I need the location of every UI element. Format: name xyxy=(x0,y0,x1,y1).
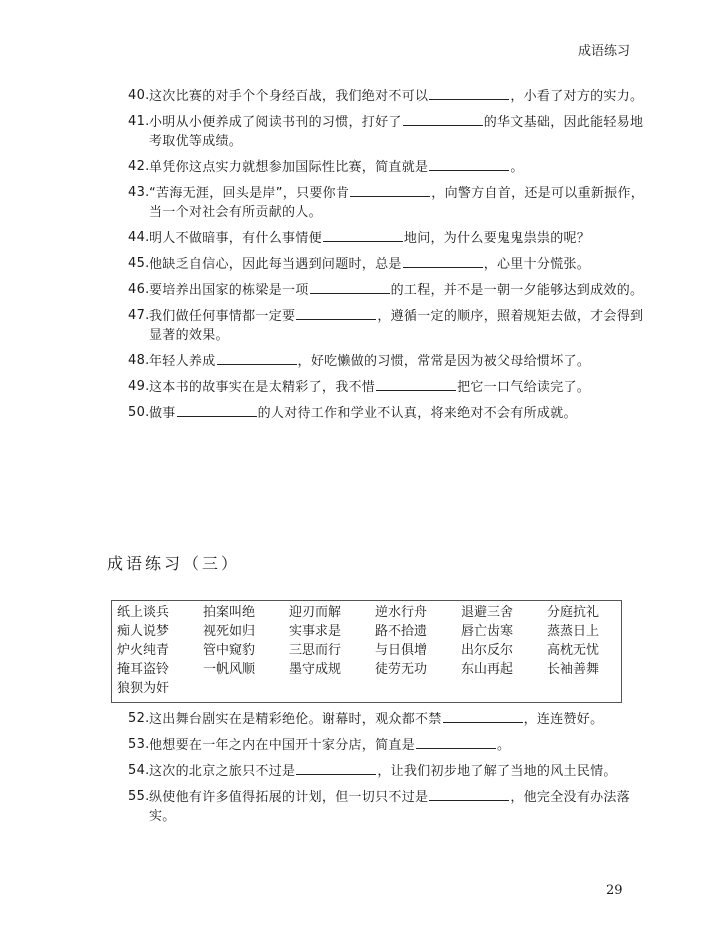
question-text-after: ，连连赞好。 xyxy=(523,712,604,727)
question-item xyxy=(128,709,648,729)
question-text-after: ，小看了对方的实力。 xyxy=(510,89,644,104)
question-item xyxy=(128,228,648,248)
idiom-item: 唇亡齿寒 xyxy=(461,624,514,639)
question-text-before: 做事 xyxy=(149,406,176,421)
question-text-before: 他缺乏自信心，因此每当遇到问题时，总是 xyxy=(149,257,402,272)
idiom-item: 蒸蒸日上 xyxy=(547,624,600,639)
question-text-before: 单凭你这点实力就想参加国际性比赛，简直就是 xyxy=(149,160,429,175)
question-item xyxy=(128,306,648,345)
idiom-item: 视死如归 xyxy=(203,624,256,639)
answer-blank xyxy=(177,403,257,417)
question-text-before: 小明从小便养成了阅读书刊的习惯，打好了 xyxy=(149,115,402,130)
answer-blank xyxy=(217,351,297,365)
idiom-item: 墨守成规 xyxy=(289,662,342,677)
idiom-item: 逆水行舟 xyxy=(375,605,428,620)
idiom-item: 出尔反尔 xyxy=(461,643,514,658)
question-text-before: 纵使他有许多值得拓展的计划，但一切只不过是 xyxy=(149,790,429,805)
idiom-item: 路不拾遗 xyxy=(375,624,428,639)
question-item xyxy=(128,787,648,826)
question-number: 49. xyxy=(128,379,150,394)
question-text-before: 他想要在一年之内在中国开十家分店，简直是 xyxy=(149,738,416,753)
question-item xyxy=(128,377,648,397)
question-item xyxy=(128,183,648,222)
question-text-after: 的华文基础，因此能轻易地考取优等成绩。 xyxy=(149,115,644,149)
question-number: 40. xyxy=(128,88,150,103)
idiom-item: 炉火纯青 xyxy=(117,643,170,658)
question-number: 45. xyxy=(128,256,150,271)
answer-blank xyxy=(376,377,456,391)
answer-blank xyxy=(323,228,403,242)
section-title: 成语练习（三） xyxy=(107,554,241,573)
question-item xyxy=(128,254,648,274)
answer-blank xyxy=(403,112,483,126)
question-number: 48. xyxy=(128,353,150,368)
idiom-item: 实事求是 xyxy=(289,624,342,639)
idiom-item: 迎刃而解 xyxy=(289,605,342,620)
question-number: 55. xyxy=(128,789,150,804)
idiom-item: 痴人说梦 xyxy=(117,624,170,639)
question-number: 42. xyxy=(128,159,150,174)
question-number: 41. xyxy=(128,114,150,129)
answer-blank xyxy=(429,86,509,100)
question-text-before: 明人不做暗事，有什么事情便 xyxy=(149,231,322,246)
question-text-before: 我们做任何事情都一定要 xyxy=(149,309,296,324)
answer-blank xyxy=(296,761,376,775)
idiom-item: 一帆风顺 xyxy=(203,662,256,677)
question-text-after: ，让我们初步地了解了当地的风土民情。 xyxy=(377,764,617,779)
question-text-before: 年轻人养成 xyxy=(149,354,216,369)
question-text-before: 要培养出国家的栋梁是一项 xyxy=(149,283,309,298)
question-text-after: ，向警方自首，还是可以重新振作，当一个对社会有所贡献的人。 xyxy=(149,186,645,220)
question-text-before: 这次比赛的对手个个身经百战，我们绝对不可以 xyxy=(149,89,429,104)
question-list-bottom xyxy=(128,709,648,832)
question-number: 43. xyxy=(128,185,150,200)
idiom-item: 管中窥豹 xyxy=(203,643,256,658)
idiom-grid xyxy=(117,603,633,698)
page-header-title: 成语练习 xyxy=(577,44,630,59)
question-number: 46. xyxy=(128,282,150,297)
question-text-after: 的人对待工作和学业不认真，将来绝对不会有所成就。 xyxy=(257,406,577,421)
question-item xyxy=(128,280,648,300)
question-number: 44. xyxy=(128,230,150,245)
question-text-after: ，心里十分慌张。 xyxy=(483,257,591,272)
question-text-after: 的工程，并不是一朝一夕能够达到成效的。 xyxy=(390,283,644,298)
question-item xyxy=(128,735,648,755)
question-text-before: “苦海无涯，回头是岸”，只要你肯 xyxy=(149,186,350,201)
question-list-top xyxy=(128,86,648,429)
idiom-item: 分庭抗礼 xyxy=(547,605,600,620)
page-number: 29 xyxy=(606,883,623,898)
question-text-before: 这出舞台剧实在是精彩绝伦。谢幕时，观众都不禁 xyxy=(149,712,442,727)
question-text-after: 。 xyxy=(497,738,511,753)
question-item xyxy=(128,403,648,423)
idiom-item: 拍案叫绝 xyxy=(203,605,256,620)
answer-blank xyxy=(429,157,509,171)
idiom-item: 掩耳盗铃 xyxy=(117,662,170,677)
idiom-item: 与日俱增 xyxy=(375,643,428,658)
question-text-after: ，遵循一定的顺序，照着规矩去做，才会得到显著的效果。 xyxy=(149,309,644,343)
question-text-before: 这次的北京之旅只不过是 xyxy=(149,764,296,779)
answer-blank xyxy=(296,306,376,320)
question-item xyxy=(128,761,648,781)
idiom-item: 纸上谈兵 xyxy=(117,605,170,620)
idiom-item: 东山再起 xyxy=(461,662,514,677)
answer-blank xyxy=(403,254,483,268)
question-number: 47. xyxy=(128,308,150,323)
question-text-after: ，好吃懒做的习惯，常常是因为被父母给惯坏了。 xyxy=(297,354,591,369)
question-text-before: 这本书的故事实在是太精彩了，我不惜 xyxy=(149,380,376,395)
answer-blank xyxy=(310,280,390,294)
question-item xyxy=(128,86,648,106)
answer-blank xyxy=(416,735,496,749)
idiom-item: 三思而行 xyxy=(289,643,342,658)
idiom-item: 狼狈为奸 xyxy=(117,681,170,696)
question-text-after: 把它一口气给读完了。 xyxy=(457,380,591,395)
idiom-item: 徒劳无功 xyxy=(375,662,428,677)
question-number: 54. xyxy=(128,763,150,778)
question-item xyxy=(128,351,648,371)
idiom-word-bank xyxy=(111,600,622,703)
question-number: 50. xyxy=(128,405,150,420)
idiom-item: 长袖善舞 xyxy=(547,662,600,677)
answer-blank xyxy=(350,183,430,197)
question-item xyxy=(128,157,648,177)
question-text-after: 地问，为什么要鬼鬼祟祟的呢？ xyxy=(403,231,591,246)
question-number: 52. xyxy=(128,711,150,726)
question-number: 53. xyxy=(128,737,150,752)
idiom-item: 退避三舍 xyxy=(461,605,514,620)
question-item xyxy=(128,112,648,151)
idiom-item: 高枕无忧 xyxy=(547,643,600,658)
question-text-after: 。 xyxy=(510,160,524,175)
answer-blank xyxy=(429,787,509,801)
question-text-after: ，他完全没有办法落实。 xyxy=(149,790,631,824)
answer-blank xyxy=(443,709,523,723)
